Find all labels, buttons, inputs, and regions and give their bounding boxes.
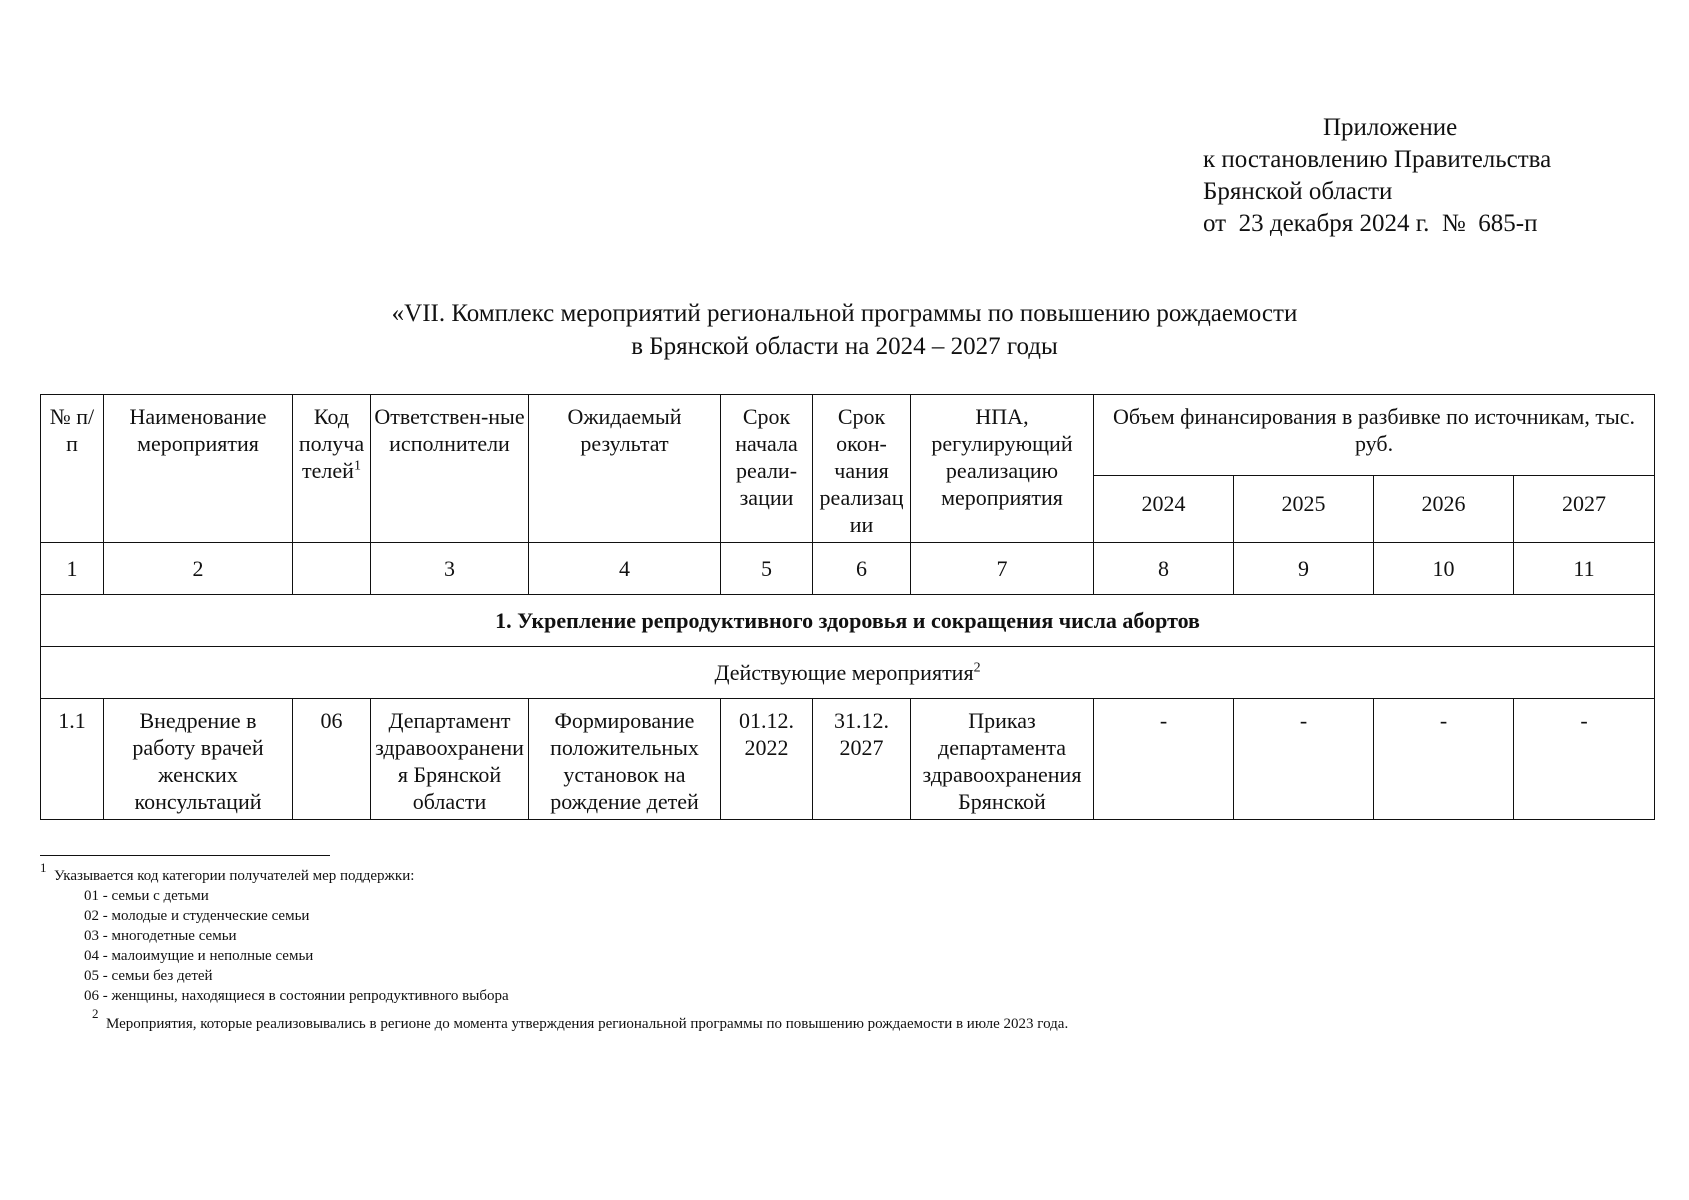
header-name: [104, 395, 293, 543]
column-number: 9: [1234, 543, 1374, 595]
header-result-text: Ожидаемый результат: [567, 404, 682, 456]
column-number: 4: [529, 543, 721, 595]
subsection-cell: [41, 647, 1655, 699]
header-row: [41, 395, 1655, 476]
header-start: [721, 395, 813, 543]
appendix-date-number: от 23 декабря 2024 г. № 685-п: [1203, 210, 1538, 237]
column-number: [293, 543, 371, 595]
appendix-block: [1203, 112, 1551, 240]
footnote-list-item: 01 - семьи с детьми: [84, 888, 209, 904]
header-funding: [1094, 395, 1655, 476]
table-row: [41, 699, 1655, 820]
measures-table: [40, 394, 1655, 820]
header-executors-text: Ответствен-ные исполнители: [374, 404, 525, 456]
header-end: [813, 395, 911, 543]
header-num-text: № п/п: [49, 404, 95, 456]
header-funding-text: Объем финансирования в разбивке по источникам, тыс. руб.: [1113, 404, 1636, 456]
footnote-list-item: 02 - молодые и студенческие семьи: [84, 908, 310, 924]
column-number: 2: [104, 543, 293, 595]
column-number: 11: [1514, 543, 1655, 595]
row-funding-2024: -: [1094, 699, 1234, 820]
header-code-text: Код получателей: [298, 404, 365, 483]
column-number: 3: [371, 543, 529, 595]
appendix-title: Приложение: [1323, 114, 1458, 141]
row-name: Внедрение в работу врачей женских консультаций: [104, 699, 293, 820]
row-end: 31.12. 2027: [813, 699, 911, 820]
header-code: [293, 395, 371, 543]
column-numbers-row: [41, 543, 1655, 595]
subsection-row: [41, 647, 1655, 699]
row-result: Формирование положительных установок на рождение детей: [529, 699, 721, 820]
header-year-2025: 2025: [1234, 476, 1374, 543]
row-num: 1.1: [41, 699, 104, 820]
row-npa: Приказ департамента здравоохранения Брянской: [911, 699, 1094, 820]
header-end-text: Срок окон-чания реализации: [819, 404, 904, 537]
footnote-list-item: 03 - многодетные семьи: [84, 928, 237, 944]
footnote-1-text: Указывается код категории получателей мер поддержки:: [54, 868, 415, 884]
footnotes: [40, 860, 1440, 1034]
footnote-2-mark: 2: [92, 1006, 99, 1021]
column-number: 5: [721, 543, 813, 595]
header-npa-text: НПА, регулирующий реализацию мероприятия: [931, 404, 1073, 510]
row-code: 06: [293, 699, 371, 820]
footnote-ref-1: 1: [353, 458, 361, 474]
footnote-2-text: Мероприятия, которые реализовывались в регионе до момента утверждения региональной программы по повышению рождаемости в июле 2023 года.: [106, 1016, 1069, 1032]
row-funding-2025: -: [1234, 699, 1374, 820]
header-year-2026: 2026: [1374, 476, 1514, 543]
header-npa: [911, 395, 1094, 543]
column-number: 6: [813, 543, 911, 595]
header-executors: [371, 395, 529, 543]
row-funding-2026: -: [1374, 699, 1514, 820]
footnote-list-item: 05 - семьи без детей: [84, 968, 213, 984]
heading-line-2: в Брянской области на 2024 – 2027 годы: [631, 333, 1058, 360]
footnote-list-item: 04 - малоимущие и неполные семьи: [84, 948, 314, 964]
row-executors: Департамент здравоохранения Брянской области: [371, 699, 529, 820]
footnote-1-mark: 1: [40, 860, 47, 875]
footnote-ref-2: 2: [973, 660, 981, 676]
column-number: 1: [41, 543, 104, 595]
footnote-1: [40, 860, 1440, 886]
header-year-2027: 2027: [1514, 476, 1655, 543]
row-funding-2027: -: [1514, 699, 1655, 820]
section-row: [41, 595, 1655, 647]
footnote-list-item: 06 - женщины, находящиеся в состоянии репродуктивного выбора: [84, 988, 509, 1004]
subsection-title: Действующие мероприятия: [714, 660, 974, 685]
footnote-2: [40, 1006, 1440, 1034]
appendix-resolution: к постановлению Правительства: [1203, 146, 1552, 173]
column-number: 8: [1094, 543, 1234, 595]
column-number: 7: [911, 543, 1094, 595]
row-start: 01.12. 2022: [721, 699, 813, 820]
header-num: [41, 395, 104, 543]
header-start-text: Срок начала реали-зации: [735, 404, 798, 510]
section-title: 1. Укрепление репродуктивного здоровья и сокращения числа абортов: [41, 595, 1655, 647]
header-year-2024: 2024: [1094, 476, 1234, 543]
header-name-text: Наименование мероприятия: [129, 404, 267, 456]
heading-line-1: «VII. Комплекс мероприятий региональной программы по повышению рождаемости: [391, 300, 1298, 327]
document-heading: [0, 297, 1689, 363]
appendix-region: Брянской области: [1203, 178, 1393, 205]
header-result: [529, 395, 721, 543]
footnote-divider: [40, 855, 330, 856]
column-number: 10: [1374, 543, 1514, 595]
